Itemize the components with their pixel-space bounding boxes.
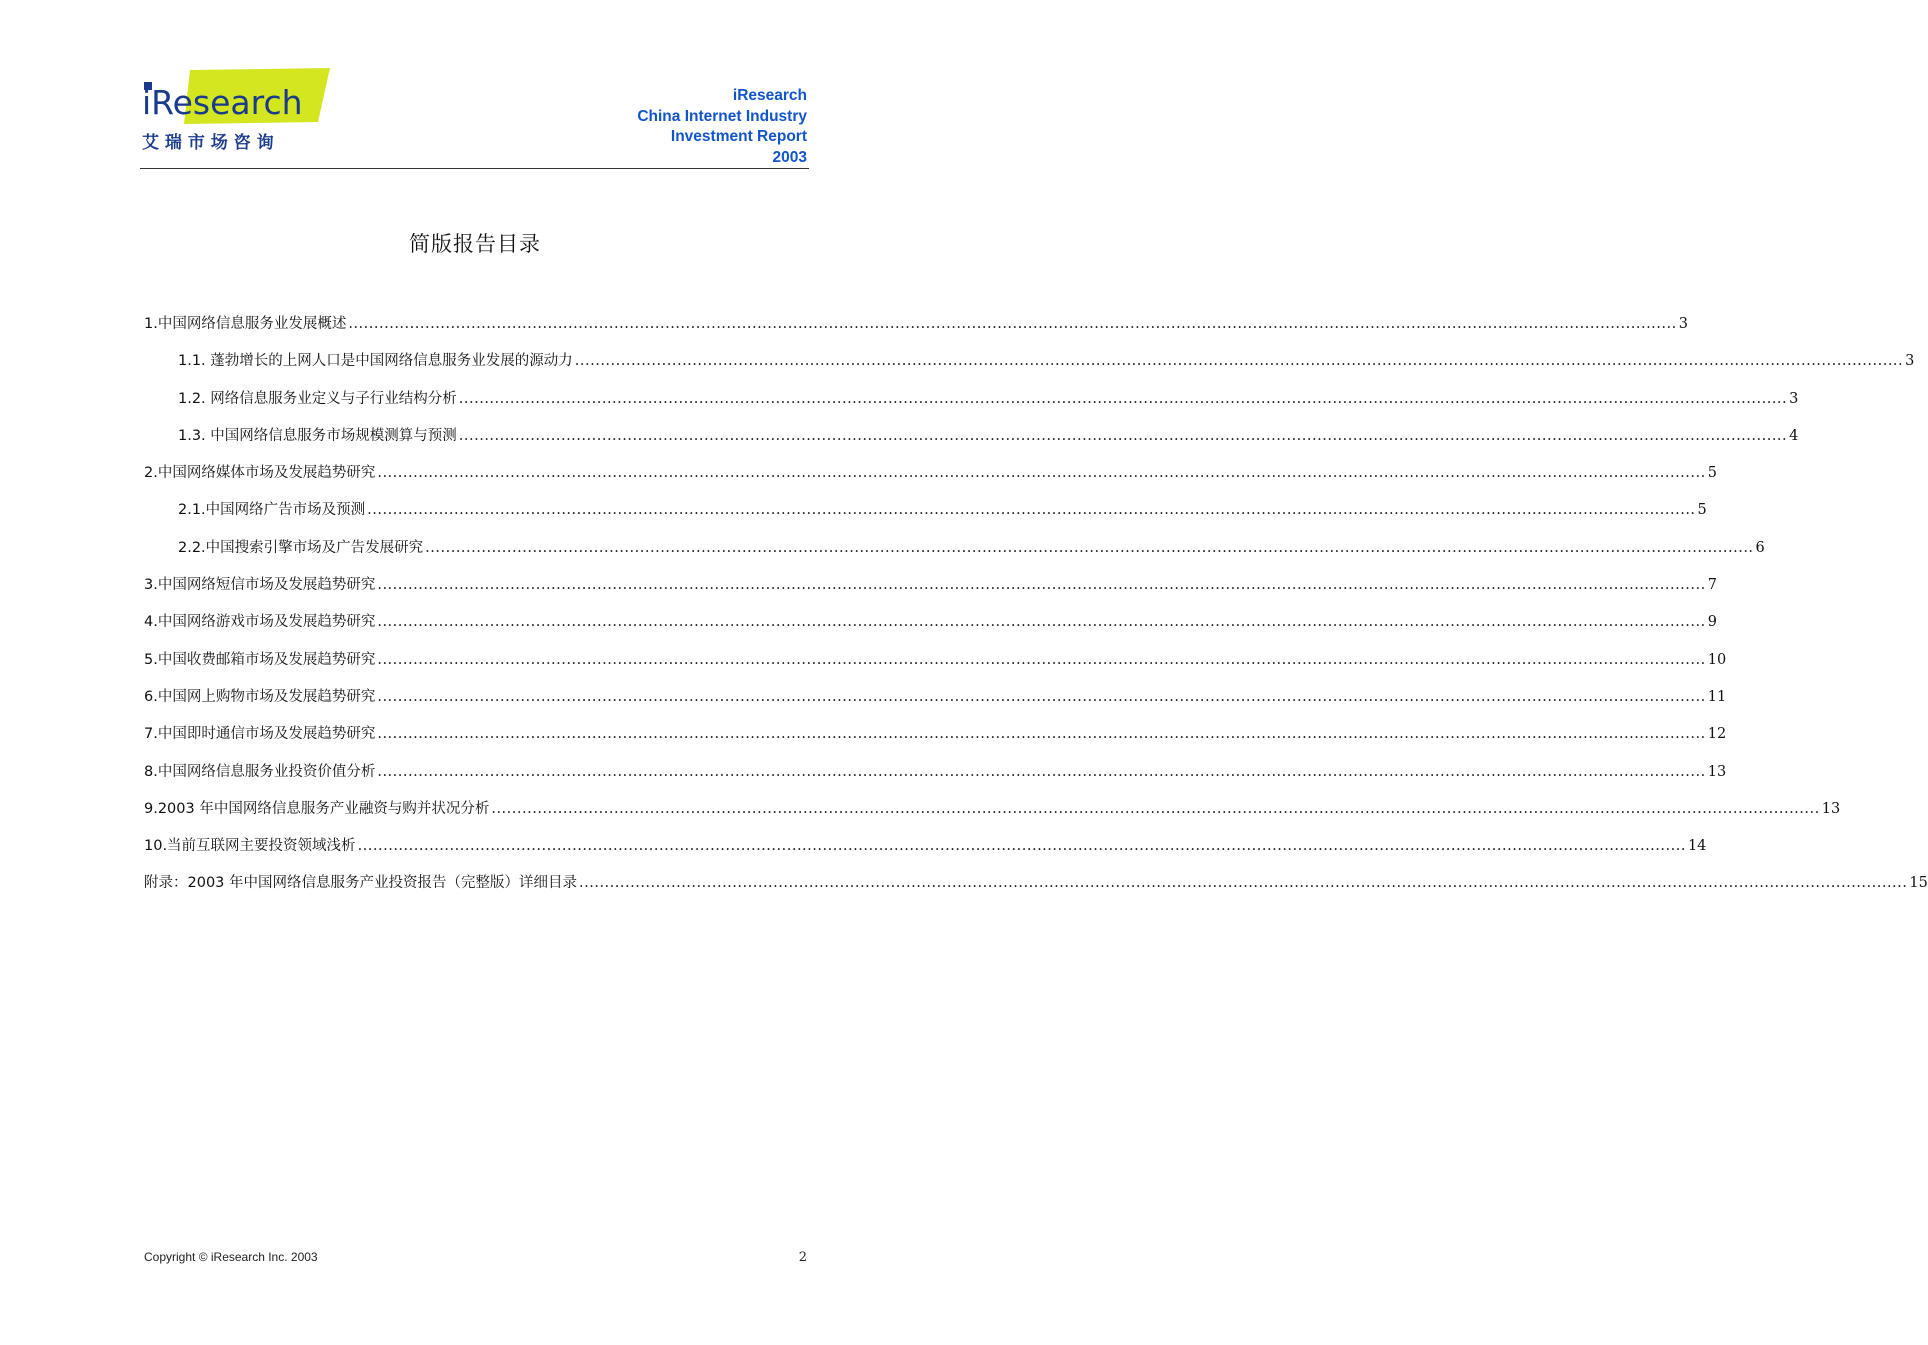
- toc-entry-page: 5: [1707, 465, 1717, 482]
- toc-leader-dots: ....................................................................................................................................................................................................................................................................: [377, 651, 1706, 668]
- toc-entry[interactable]: [144, 498, 1707, 535]
- toc-entry[interactable]: [144, 834, 1707, 871]
- toc-entry-page: 15: [1909, 875, 1928, 892]
- page-number: 2: [798, 1250, 807, 1265]
- toc-entry[interactable]: [144, 871, 1928, 908]
- toc-leader-dots: ....................................................................................................................................................................................................................................................................: [425, 539, 1754, 556]
- toc-leader-dots: ....................................................................................................................................................................................................................................................................: [458, 427, 1788, 444]
- toc-entry-page: 13: [1707, 763, 1727, 780]
- toc-entry[interactable]: [144, 349, 1915, 386]
- header-line-report: Investment Report: [670, 128, 807, 145]
- toc-entry-label: 3.中国网络短信市场及发展趋势研究: [144, 577, 376, 594]
- toc-entry-page: 3: [1905, 353, 1915, 370]
- toc-entry-label: 1.中国网络信息服务业发展概述: [144, 316, 347, 332]
- toc-leader-dots: ....................................................................................................................................................................................................................................................................: [357, 838, 1686, 855]
- toc-entry-page: 11: [1707, 688, 1727, 705]
- logo-chinese-name: 艾 瑞 市 场 咨 询: [142, 133, 274, 153]
- toc-entry-label: 2.2.中国搜索引擎市场及广告发展研究: [178, 539, 424, 556]
- toc-leader-dots: ....................................................................................................................................................................................................................................................................: [348, 316, 1677, 332]
- toc-entry-label: 10.当前互联网主要投资领域浅析: [144, 838, 356, 855]
- toc-leader-dots: ....................................................................................................................................................................................................................................................................: [458, 390, 1788, 407]
- toc-entry-page: 14: [1687, 838, 1707, 855]
- toc-entry-label: 1.3. 中国网络信息服务市场规模测算与预测: [178, 427, 457, 444]
- toc-entry-page: 7: [1707, 577, 1717, 594]
- toc-entry-page: 10: [1707, 651, 1727, 668]
- toc-entry[interactable]: [144, 760, 1727, 797]
- toc-entry[interactable]: [144, 610, 1717, 647]
- toc-entry[interactable]: [144, 424, 1799, 461]
- toc-entry[interactable]: [144, 722, 1727, 759]
- toc-entry-label: 2.1.中国网络广告市场及预测: [178, 502, 366, 519]
- toc-entry-label: 7.中国即时通信市场及发展趋势研究: [144, 726, 376, 743]
- toc-entry[interactable]: [144, 797, 1841, 834]
- toc-entry-page: 6: [1755, 539, 1765, 556]
- toc-leader-dots: ....................................................................................................................................................................................................................................................................: [377, 688, 1706, 705]
- logo-wordmark: iResearch: [142, 83, 303, 122]
- toc-entry-page: 9: [1707, 614, 1717, 631]
- toc-entry-label: 2.中国网络媒体市场及发展趋势研究: [144, 465, 376, 482]
- toc-entry-label: 1.2. 网络信息服务业定义与子行业结构分析: [178, 390, 457, 407]
- toc-entry-page: 5: [1697, 502, 1707, 519]
- toc-entry[interactable]: [144, 648, 1727, 685]
- toc-leader-dots: ....................................................................................................................................................................................................................................................................: [579, 875, 1908, 892]
- toc-entry-label: 1.1. 蓬勃增长的上网人口是中国网络信息服务业发展的源动力: [178, 353, 573, 370]
- iresearch-logo: [140, 64, 340, 154]
- toc-leader-dots: ....................................................................................................................................................................................................................................................................: [377, 614, 1706, 631]
- toc-entry-page: 3: [1678, 316, 1688, 332]
- toc-entry-label: 6.中国网上购物市场及发展趋势研究: [144, 688, 376, 705]
- toc-entry-page: 13: [1821, 800, 1841, 817]
- toc-leader-dots: ....................................................................................................................................................................................................................................................................: [377, 763, 1706, 780]
- toc-entry-page: 12: [1707, 726, 1727, 743]
- toc-entry-label: 4.中国网络游戏市场及发展趋势研究: [144, 614, 376, 631]
- toc-entry[interactable]: [144, 461, 1717, 498]
- toc-entry-page: 3: [1789, 390, 1799, 407]
- toc-entry-label: 8.中国网络信息服务业投资价值分析: [144, 763, 376, 780]
- header-divider: [140, 168, 809, 169]
- toc-entry-label: 附录：2003 年中国网络信息服务产业投资报告（完整版）详细目录: [144, 875, 578, 892]
- toc-entry[interactable]: [144, 573, 1717, 610]
- toc-leader-dots: ....................................................................................................................................................................................................................................................................: [377, 577, 1706, 594]
- toc-leader-dots: ....................................................................................................................................................................................................................................................................: [491, 800, 1820, 817]
- toc-leader-dots: ....................................................................................................................................................................................................................................................................: [377, 726, 1706, 743]
- report-header: [637, 86, 807, 168]
- toc-leader-dots: ....................................................................................................................................................................................................................................................................: [377, 465, 1706, 482]
- toc-leader-dots: ....................................................................................................................................................................................................................................................................: [367, 502, 1696, 519]
- toc-entry-label: 9.2003 年中国网络信息服务产业融资与购并状况分析: [144, 800, 490, 817]
- toc-leader-dots: ....................................................................................................................................................................................................................................................................: [574, 353, 1904, 370]
- toc-entry-label: 5.中国收费邮箱市场及发展趋势研究: [144, 651, 376, 668]
- toc-entry-page: 4: [1789, 427, 1799, 444]
- header-line-brand: iResearch: [732, 87, 807, 104]
- header-line-industry: China Internet Industry: [637, 107, 807, 125]
- table-of-contents: [144, 312, 1928, 909]
- toc-entry[interactable]: [144, 685, 1727, 722]
- toc-entry[interactable]: [144, 312, 1688, 349]
- page-title: 简版报告目录: [409, 232, 541, 256]
- toc-entry[interactable]: [144, 387, 1799, 424]
- copyright-footer: Copyright © iResearch Inc. 2003: [144, 1250, 318, 1264]
- toc-entry[interactable]: [144, 536, 1765, 573]
- header-line-year: 2003: [772, 148, 807, 166]
